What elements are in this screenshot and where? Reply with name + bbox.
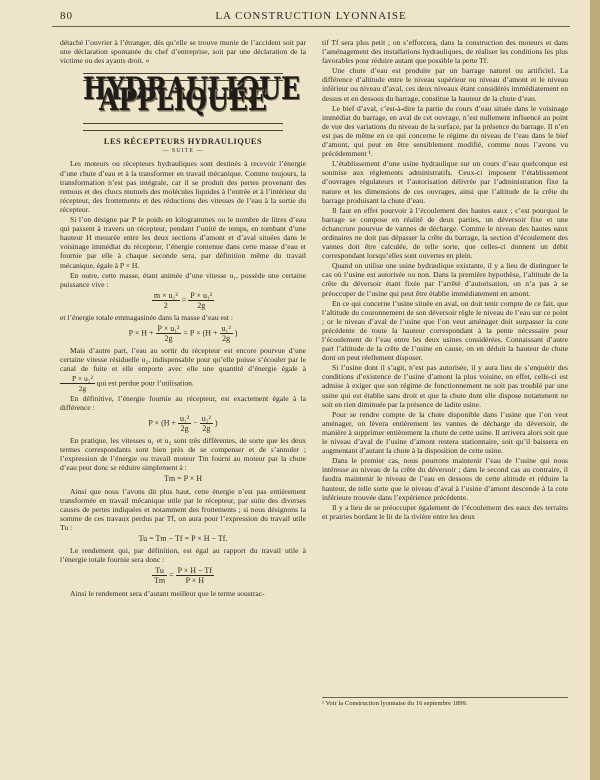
paragraph: Ainsi le rendement sera d’autant meilleur que le terme soustrac- (70, 588, 265, 598)
section-banner (83, 70, 301, 131)
banner-ornament (83, 123, 283, 131)
section-title: LES RÉCEPTEURS HYDRAULIQUES (103, 137, 263, 147)
paragraph: Il faut en effet pourvoir à l’écoulement des hautes eaux ; c’est pourquoi le barrage se compose en réalité de deux parties, un déversoir fixe et une échancrure pourvue de vannes de décharge. Comme le niveau des hautes eaux ordinaires ne doit pas dépasser la crête du barrage, la section d’écoulement des vannes doit être calculée, de telle sorte, que celles-ci donnent un débit correspondant lorsqu’elles sont ouvertes en plein. (322, 205, 568, 261)
running-header (52, 10, 570, 27)
paragraph: Mais d’autre part, l’eau au sortir du récepteur est encore pourvue d’une certaine vitesse résiduelle u₂, indispensable pour qu’elle puisse s’écouler par le canal de fuite et elle emporte avec elle une quantité d’énergie égale à $\frac{\text{P × u₂²}}{2g}$ qui est perdue pour l’utilisation. (60, 346, 306, 393)
paragraph: En définitive, l’énergie fournie au récepteur, est exactement égale à la différence : (60, 393, 306, 412)
equation: $\frac{\text{m × u₁²}}{2}$ = $\frac{\text{P × u₁²}}{2g}$ (153, 290, 213, 310)
paragraph: En ce qui concerne l’usine située en aval, on doit tenir compte de ce fait, que l’altitude du couronnement de son déversoir règle le niveau de l’eau sur ce point ; or le niveau d’aval de l’usine que l’on veut aménager doit surpasser la cote précédente de toute la hauteur correspondant à la pente nécessaire pour l’écoulement de l’eau entre les deux usines considérées. Connaissant d’autre part l’altitude de la crête de l’usine en cause, on en déduit la hauteur de chute dont on peut réellement disposer. (322, 298, 568, 363)
page-number: 80 (60, 10, 73, 22)
paragraph: Les moteurs ou récepteurs hydrauliques sont destinés à recevoir l’énergie d’une chute d’eau et à la transformer en travail mécanique. Comme toujours, la transformation n’est pas intégrale, car il se produit des pertes provenant des remous et des chocs mutuels des molécules liquides à l’entrée et à l’intérieur du récepteur, des frottements et des réductions des vitesses de l’eau à la sortie du récepteur. (60, 159, 306, 214)
section-subtitle: — SUITE — (162, 148, 204, 155)
paragraph: Si l’on désigne par P le poids en kilogrammes ou le nombre de litres d’eau qui passent à travers un récepteur, pendant l’unité de temps, en tombant d’une hauteur H mesurée entre les deux sections d’amont et d’aval situées dans le voisinage immédiat du récepteur, l’énergie contenue dans cette masse d’eau et fournie par elle à chaque seconde sera, par définition même du travail mécanique, égale à P × H. (60, 215, 306, 270)
journal-title: LA CONSTRUCTION LYONNAISE (215, 10, 407, 22)
paragraph: Dans le premier cas, nous pourrons maintenir l’eau de l’usine qui nous intéresse au niveau de la crête du déversoir ; dans le second cas au contraire, il faudra maintenir le niveau de l’eau en dessous de cette altitude et réduire la hauteur, de telle sorte que le niveau d’aval à l’usine d’amont descende à la cote inférieure trouvée dans l’expérience précédente. (322, 456, 568, 502)
paragraph: Pour se rendre compte de la chute disponible dans l’usine que l’on veut aménager, on lèvera entièrement les vannes de décharge du déversoir, de manière à supprimer entièrement la chute de cette usine. Il arrivera alors soit que le niveau d’aval de l’usine d’amont restera stationnaire, soit qu’il baissera en augmentant d’autant la chute à la disposition de cette usine. (322, 409, 568, 456)
page-binding-edge (590, 0, 600, 780)
equation: P × H + $\frac{\text{P × u₁²}}{2g}$ = P × (H + $\frac{\text{u₁²}}{2g}$ ) (128, 324, 238, 344)
equation: Tm = P × H (163, 474, 203, 484)
paragraph: Le rendement qui, par définition, est égal au rapport du travail utile à l’énergie totale fournie sera donc : (60, 546, 306, 565)
equation: $\frac{Tu}{Tm}$ = $\frac{P \times H - Tf}{P \times H}$ (154, 566, 212, 586)
equation: P × (H + $\frac{\text{u₁²}}{2g}$ − $\frac{\text{u₂²}}{2g}$ ) (148, 413, 218, 433)
paragraph: L’établissement d’une usine hydraulique sur un cours d’eau quelconque est soumise aux règlements administratifs. Ceux-ci imposent l’établissement d’ouvrages régulateurs et l’autorisation délivrée par l’administration fixe la nature et les dimensions de ces ouvrages, ainsi que l’altitude de la crête du barrage produisant la chute d’eau. (322, 159, 568, 205)
paragraph: Si l’usine dont il s’agit, n’est pas autorisée, il y aura lieu de s’enquérir des conditions d’existence de l’usine d’amont la plus voisine, en effet, celle-ci est admise à exiger que son régime de fonctionnement ne soit pas troublé par une usine qui est établie sans droit et que la chute dont elle dispose notamment ne soit en rien diminuée par la présence de ladite usine. (322, 363, 568, 409)
paragraph: En outre, cette masse, étant animée d’une vitesse u₁, possède une certaine puissance vive : (60, 270, 306, 289)
footnote: ¹ Voir la Construction lyonnaise du 16 septembre 1899. (322, 697, 568, 707)
paragraph: En pratique, les vitesses u₁ et u₂ sont très différentes, de sorte que les deux termes correspondants sont bien près de se compenser et de s’annuler ; l’expression de l’énergie ou travail moteur Tm fourni au moteur par la chute d’eau peut donc se réduire simplement à : (60, 436, 306, 473)
paragraph: Quand on utilise une usine hydraulique existante, il y a lieu de distinguer le cas où l’usine est autorisée ou non. Dans la première hypothèse, l’altitude de la crête du déversoir étant fixée par l’arrêté d’autorisation, on n’a pas à se préoccuper de l’usine qui peut être établie immédiatement en amont. (322, 261, 568, 298)
paragraph: Ainsi que nous l’avons dit plus haut, cette énergie n’est pas entièrement transformée en travail mécanique utile par le récepteur, par suite des diverses causes de pertes indiquées et notamment des frottements ; si nous désignons la somme de ces travaux perdus par Tf, on aura pour l’expression du travail utile Tu : (60, 486, 306, 532)
paragraph: et l’énergie totale emmagasinée dans la masse d’eau est : (60, 312, 233, 322)
right-column (322, 38, 568, 522)
paragraph: Il y a lieu de se préoccuper également de l’écoulement des eaux des terrains et prairies bordant le lit de la rivière entre les deux (322, 502, 568, 521)
equation: Tu = Tm − Tf = P × H − Tf. (138, 534, 228, 544)
paragraph: tif Tf sera plus petit ; on s’efforcera, dans la construction des moteurs et dans l’aménagement des installations hydrauliques, de réaliser les conditions les plus favorables pour réduire autant que possible la perte Tf. (322, 38, 568, 66)
paragraph: détaché l’ouvrier à l’étranger, dès qu’elle se trouve munie de l’accident soit par une déclaration spontanée du chef d’entreprise, soit par une déclaration de la victime ou des ayants droit. » (60, 38, 306, 66)
left-column (60, 38, 306, 599)
paragraph: Une chute d’eau est produite par un barrage naturel ou artificiel. La différence d’altitude entre le niveau supérieur ou niveau d’amont et le niveau inférieur ou niveau d’aval, ces deux niveaux étant considérés immédiatement en dessus et en dessous du barrage, constitue la hauteur de la chute d’eau. (322, 66, 568, 103)
banner-lettering: HYDRAULIQUE APPLIQUÉE (83, 70, 301, 119)
paragraph: Le bief d’aval, c’est-à-dire la partie du cours d’eau située dans le voisinage immédiat du barrage, en aval de cet ouvrage, n’est nullement influencé au point de vue des variations du niveau de la surface, par la présence du barrage. Il n’en est pas de même en ce qui concerne le régime du niveau de l’eau dans le bief d’amont, qui peut en être sensiblement modifié, comme nous l’avons vu précédemment ¹. (322, 103, 568, 159)
